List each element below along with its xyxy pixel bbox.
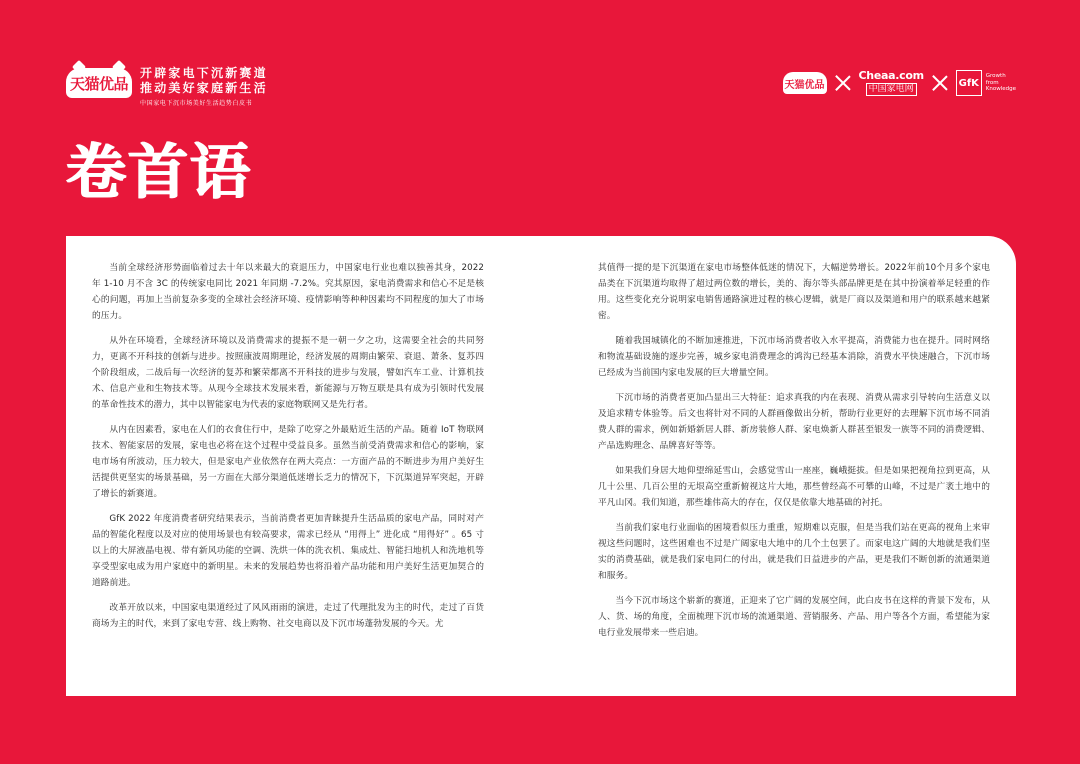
tmall-partner-logo[interactable] [783,72,827,94]
paragraph: 随着我国城镇化的不断加速推进，下沉市场消费者收入水平提高，消费能力也在提升。同时网络和物流基础设施的逐步完善，城乡家电消费理念的鸿沟已经基本消除，消费水平快速融合，下沉市场已经成为当前国内家电发展的巨大增量空间。 [598,336,990,378]
slogan-line-1: 开辟家电下沉新赛道 [140,66,268,80]
gfk-tagline-1: Growth [985,73,1006,80]
x-icon [932,75,948,91]
gfk-tagline [986,73,1016,93]
partner-logos [783,66,1016,100]
slogan-subtitle: 中国家电下沉市场美好生活趋势白皮书 [140,100,253,107]
text-column-left [92,260,484,696]
paragraph: 如果我们身居大地仰望绵延雪山，会感觉雪山一座座，巍峨挺拔。但是如果把视角拉到更高，从几十公里、几百公里的无垠高空重新俯视这片大地，那些曾经高不可攀的山峰，不过是广袤土地中的平凡山冈。我们知道，那些雄伟高大的存在，仅仅是依靠大地基础的衬托。 [598,466,990,508]
paragraph: 当前全球经济形势面临着过去十年以来最大的衰退压力，中国家电行业也难以独善其身，2022 年 1-10 月不含 3C 的传统家电同比 2021 年同期 -7.2%。究其原因，家电消费需求和信心不足是核心的问题，再加上当前复杂多变的全球社会经济环境、疫情影响等种种因素均不同程度的加大了市场的压力。 [92,263,484,321]
cheaa-logo-bottom: 中国家电网 [866,83,917,96]
slogan [140,66,268,107]
tmall-youpin-logo-text: 天猫优品 [69,74,128,93]
paragraph: 其值得一提的是下沉渠道在家电市场整体低迷的情况下，大幅逆势增长。2022年前10个月多个家电品类在下沉渠道均取得了超过两位数的增长，美的、海尔等头部品牌更是在其中扮演着举足轻重的作用。这些变化充分说明家电销售通路演进过程的核心逻辑，就是厂商以及渠道和用户的联系越来越紧密。 [598,263,990,321]
cheaa-logo[interactable] [859,70,924,96]
page-title: 卷首语 [66,138,252,208]
gfk-logo[interactable] [956,70,1016,96]
cheaa-logo-top: Cheaa.com [858,69,924,82]
paragraph: 当今下沉市场这个崭新的赛道，正迎来了它广阔的发展空间，此白皮书在这样的背景下发布，从人、货、场的角度，全面梳理下沉市场的流通渠道、营销服务、产品、用户等各个方面，希望能为家电行业发展带来一些启迪。 [598,596,990,638]
paragraph: GfK 2022 年度消费者研究结果表示，当前消费者更加青睐提升生活品质的家电产品，同时对产品的智能化程度以及对应的使用场景也有较高要求，需求已经从 “用得上” 进化成 “用得好” 。65 寸以上的大屏液晶电视、带有新风功能的空调、洗烘一体的洗衣机、集成灶、智能扫地机人和洗地机等享受型家电成为用户家庭中的新明星。未来的发展趋势也将沿着产品功能和用户美好生活更加契合的道路前进。 [92,514,484,588]
tmall-youpin-logo[interactable] [66,68,132,98]
x-icon [835,75,851,91]
content-panel [66,236,1016,696]
gfk-tagline-3: Knowledge [985,86,1016,93]
paragraph: 从外在环境看，全球经济环境以及消费需求的提振不是一朝一夕之功，这需要全社会的共同努力，更离不开科技的创新与进步。按照康波周期理论，经济发展的周期由繁荣、衰退、萧条、复苏四个阶段组成，二战后每一次经济的复苏和繁荣都离不开科技的进步与发展，譬如汽车工业、计算机技术、信息产业和生物技术等。从现今全球技术发展来看，新能源与万物互联是具有成为引领时代发展的革命性技术的潜力，其中以智能家电为代表的家庭物联网又是先行者。 [92,336,484,410]
paragraph: 改革开放以来，中国家电渠道经过了风风雨雨的演进，走过了代理批发为主的时代，走过了百货商场为主的时代，来到了家电专营、线上购物、社交电商以及下沉市场蓬勃发展的今天。尤 [92,603,484,629]
paragraph: 下沉市场的消费者更加凸显出三大特征：追求真我的内在表现、消费从需求引导转向生活意义以及追求精专体验等。后文也将针对不同的人群画像做出分析，帮助行业更好的去理解下沉市场不同消费人群的需求，例如新婚新居人群、新房装修人群、家电焕新人群甚至银发一族等不同的消费逻辑、产品选购理念、品牌喜好等等。 [598,393,990,451]
paragraph: 从内在因素看，家电在人们的衣食住行中，是除了吃穿之外最贴近生活的产品。随着 IoT 物联网技术、智能家居的发展，家电也必将在这个过程中受益良多。虽然当前受消费需求和信心的影响，家电市场有所波动，压力较大，但是家电产业依然存在两大亮点：一方面产品的不断进步为用户美好生活提供更坚实的场景基础，另一方面在大部分渠道低迷增长乏力的情况下，下沉渠道异军突起，开辟了增长的新赛道。 [92,425,484,499]
tmall-partner-logo-text: 天猫优品 [784,79,825,91]
gfk-mark: GfK [956,70,982,96]
gfk-tagline-2: from [985,79,999,86]
paragraph: 当前我们家电行业面临的困境看似压力重重，短期难以克服，但是当我们站在更高的视角上来审视这些问题时，这些困难也不过是广阔家电大地中的几个土包罢了。而家电这广阔的大地就是我们坚实的消费基础，就是我们家电同仁的付出，就是我们日益进步的产品，更是我们不断创新的流通渠道和服务。 [598,523,990,581]
text-column-right [598,260,990,696]
slogan-line-2: 推动美好家庭新生活 [140,81,268,95]
